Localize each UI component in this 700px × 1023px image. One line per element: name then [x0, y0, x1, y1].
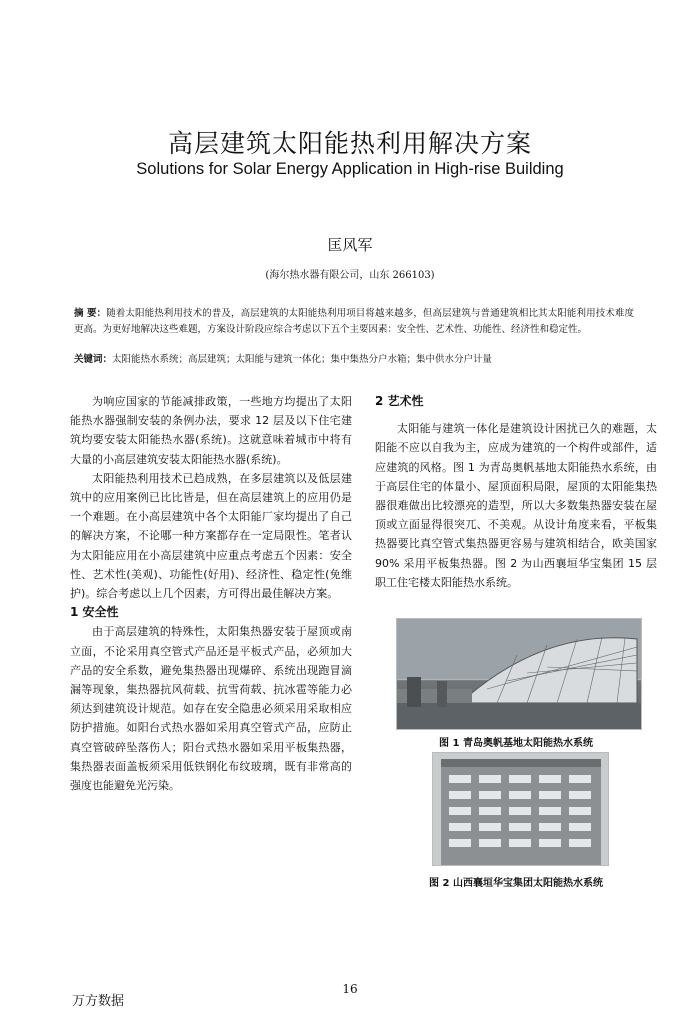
paragraph-art: 太阳能与建筑一体化是建筑设计困扰已久的难题，太阳能不应以自我为主，应成为建筑的一个构件或部件，适应建筑的风格。图 1 为青岛奥帆基地太阳能热水系统，由于高层住宅的体量小、屋顶面积局限，屋顶的太阳能集热器很难做出比较漂亮的造型，所以大多数集热器安装在屋顶或立面显得很突兀、不美观。从设计角度来看，平板集热器要比真空管式集热器更容易与建筑相结合，欧美国家 90% 采用平板集热器。图 2 为山西襄垣华宝集团 15 层职工住宅楼太阳能热水系统。 [375, 422, 657, 589]
figure-1-illustration [397, 619, 641, 729]
figure-2-photo [432, 752, 609, 866]
keywords-block [74, 352, 634, 368]
keywords-label: 关键词： [74, 354, 113, 365]
figure-1-photo [396, 618, 642, 730]
paragraph-intro-1: 为响应国家的节能减排政策，一些地方均提出了太阳能热水器强制安装的条例办法，要求 12 层及以下住宅建筑均要安装太阳能热水器(系统)。这就意味着城市中将有大量的小高层建筑安装太阳能热水器(系统)。 [70, 395, 352, 466]
right-column [375, 392, 657, 592]
section-heading-art: 2 艺术性 [375, 394, 424, 408]
paragraph-safety: 由于高层建筑的特殊性，太阳集热器安装于屋顶或南立面，不论采用真空管式产品还是平板式产品，必须加大产品的安全系数，避免集热器出现爆碎、系统出现跑冒滴漏等现象，集热器抗风荷载、抗雪荷载、抗冰雹等能力必须达到建筑设计规范。如存在安全隐患必须采用采取相应防护措施。如阳台式热水器如采用真空管式产品，应防止真空管破碎坠落伤人；阳台式热水器如采用平板集热器，集热器表面盖板须采用低铁钢化布纹玻璃，既有非常高的强度也能避免光污染。 [70, 625, 352, 793]
keywords-text: 太阳能热水系统；高层建筑；太阳能与建筑一体化；集中集热分户水箱；集中供水分户计量 [112, 354, 493, 365]
abstract-text: 随着太阳能热利用技术的普及，高层建筑的太阳能热利用项目将越来越多，但高层建筑与普通建筑相比其太阳能利用技术难度更高。为更好地解决这些难题，方案设计阶段应综合考虑以下五个主要因素：安全性、艺术性、功能性、经济性和稳定性。 [74, 308, 634, 335]
paragraph-intro-2: 太阳能热利用技术已趋成熟，在多层建筑以及低层建筑中的应用案例已比比皆是，但在高层建筑上的应用仍是一个难题。在小高层建筑中各个太阳能厂家均提出了自己的解决方案，不论哪一种方案都存在一定局限性。笔者认为太阳能应用在小高层建筑中应重点考虑五个因素：安全性、艺术性(美观)、功能性(好用)、经济性、稳定性(免维护)。综合考虑以上几个因素，方可得出最佳解决方案。 [70, 471, 352, 601]
figure-2-caption: 图 2 山西襄垣华宝集团太阳能热水系统 [429, 878, 603, 889]
abstract-block [74, 306, 634, 338]
author-name: 匡风军 [327, 236, 373, 254]
paper-title-chinese: 高层建筑太阳能热利用解决方案 [167, 129, 532, 158]
database-watermark: 万方数据 [72, 994, 125, 1009]
section-heading-safety: 1 安全性 [70, 605, 119, 620]
abstract-label: 摘 要： [74, 308, 107, 319]
left-column [70, 392, 352, 795]
author-affiliation: (海尔热水器有限公司，山东 266103) [265, 270, 435, 281]
paper-title-english: Solutions for Solar Energy Application in High-rise Building [136, 160, 564, 178]
figure-2-illustration [433, 753, 608, 865]
page-number: 16 [342, 982, 358, 996]
figure-1-caption: 图 1 青岛奥帆基地太阳能热水系统 [439, 738, 593, 749]
